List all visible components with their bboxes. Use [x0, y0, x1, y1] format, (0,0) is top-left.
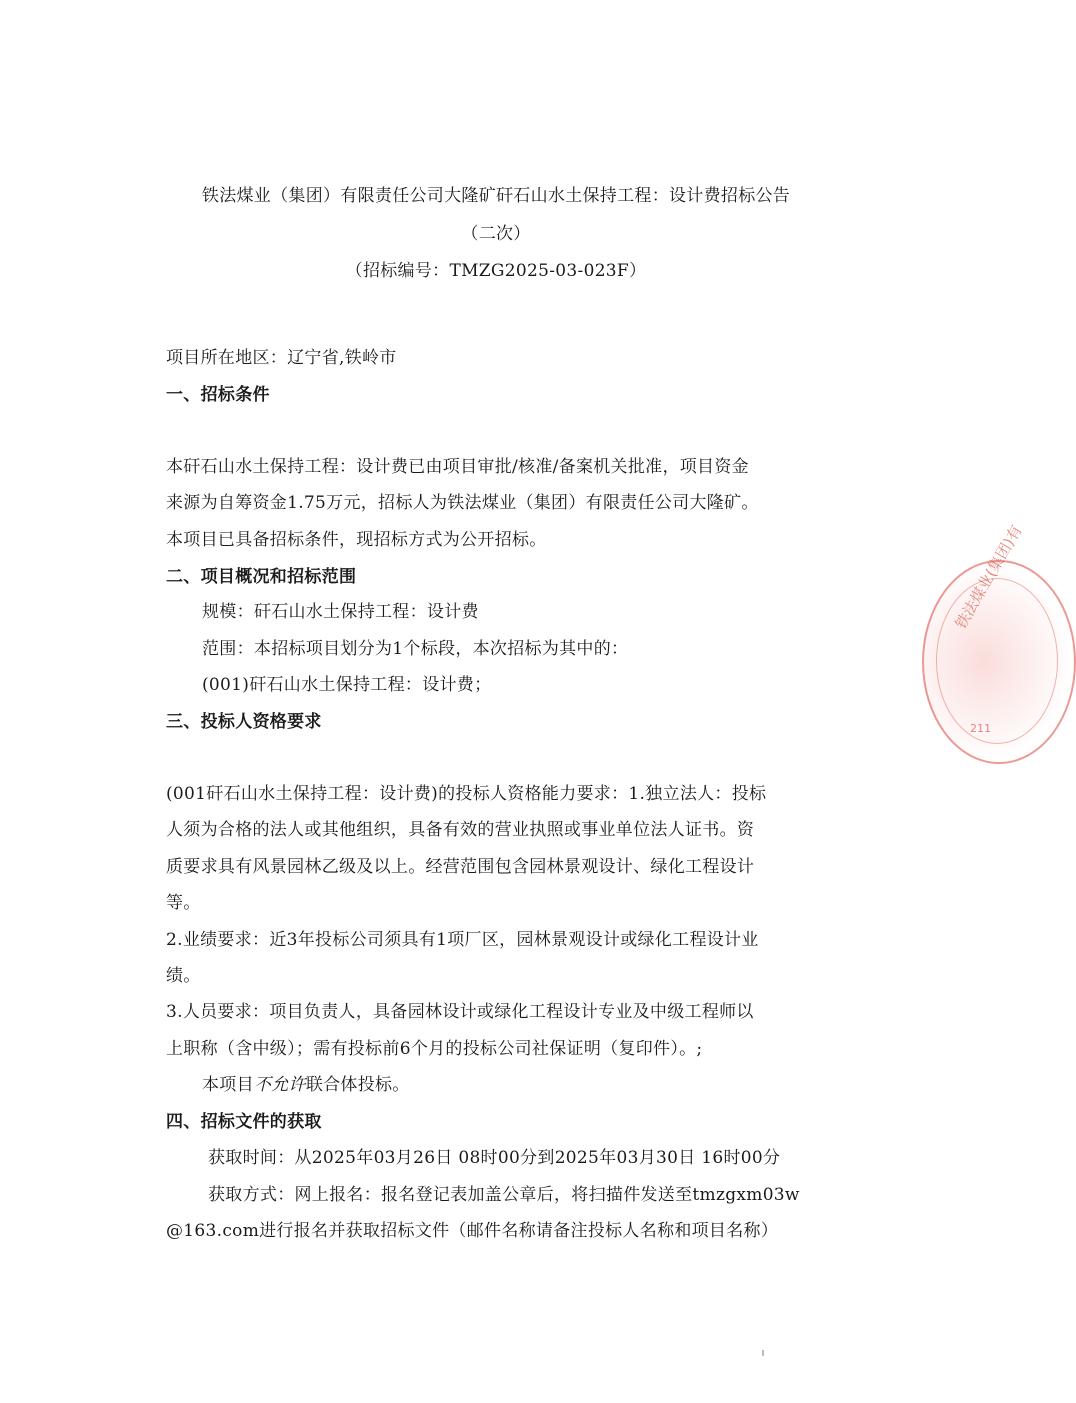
section-3-line: 绩。: [166, 966, 201, 986]
section-4-line: 获取方式：网上报名：报名登记表加盖公章后，将扫描件发送至tmzgxm03w: [208, 1185, 800, 1205]
section-1-heading: 一、招标条件: [166, 385, 270, 405]
scan-mark: [762, 1350, 764, 1356]
section-4-heading: 四、招标文件的获取: [166, 1112, 322, 1132]
section-3-line: 等。: [166, 893, 201, 913]
section-1-line: 本矸石山水土保持工程：设计费已由项目审批/核准/备案机关批准，项目资金: [166, 457, 749, 477]
section-3-line: (001矸石山水土保持工程：设计费)的投标人资格能力要求：1.独立法人：投标: [166, 784, 767, 804]
section-3-line: 人须为合格的法人或其他组织，具备有效的营业执照或事业单位法人证书。资: [166, 820, 755, 840]
consortium-italic: 不允许: [253, 1075, 306, 1095]
section-4-line: 获取时间：从2025年03月26日 08时00分到2025年03月30日 16时00分: [208, 1148, 781, 1168]
section-1-line: 来源为自筹资金1.75万元，招标人为铁法煤业（集团）有限责任公司大隆矿。: [166, 493, 759, 513]
consortium-note: [202, 1073, 410, 1097]
title-line-2: （二次）: [461, 224, 531, 244]
consortium-suffix: 联合体投标。: [305, 1075, 410, 1095]
tender-number: （招标编号：TMZG2025-03-023F）: [345, 261, 647, 281]
project-location: 项目所在地区：辽宁省,铁岭市: [166, 348, 397, 368]
title-line-1: 铁法煤业（集团）有限责任公司大隆矿矸石山水土保持工程：设计费招标公告: [201, 186, 791, 206]
seal-inner-ring: [936, 578, 1058, 744]
seal-text: 铁法煤业(集团)有: [951, 521, 1026, 632]
section-3-line: 2.业绩要求：近3年投标公司须具有1项厂区，园林景观设计或绿化工程设计业: [166, 930, 759, 950]
section-2-line: 范围：本招标项目划分为1个标段，本次招标为其中的：: [202, 639, 629, 659]
section-2-heading: 二、项目概况和招标范围: [166, 567, 357, 587]
consortium-prefix: 本项目: [202, 1075, 254, 1095]
section-3-line: 上职称（含中级）；需有投标前6个月的投标公司社保证明（复印件）。;: [166, 1039, 703, 1059]
section-2-line: (001)矸石山水土保持工程：设计费；: [202, 675, 492, 695]
section-3-line: 3.人员要求：项目负责人，具备园林设计或绿化工程设计专业及中级工程师以: [166, 1002, 754, 1022]
section-3-line: 质要求具有风景园林乙级及以上。经营范围包含园林景观设计、绿化工程设计: [166, 857, 755, 877]
official-seal: [922, 521, 1076, 764]
section-1-line: 本项目已具备招标条件，现招标方式为公开招标。: [166, 530, 547, 550]
section-4-line: @163.com进行报名并获取招标文件（邮件名称请备注投标人名称和项目名称）: [166, 1221, 779, 1241]
section-3-heading: 三、投标人资格要求: [166, 712, 322, 732]
section-2-line: 规模：矸石山水土保持工程：设计费: [202, 602, 479, 622]
seal-number: 211: [970, 722, 991, 735]
